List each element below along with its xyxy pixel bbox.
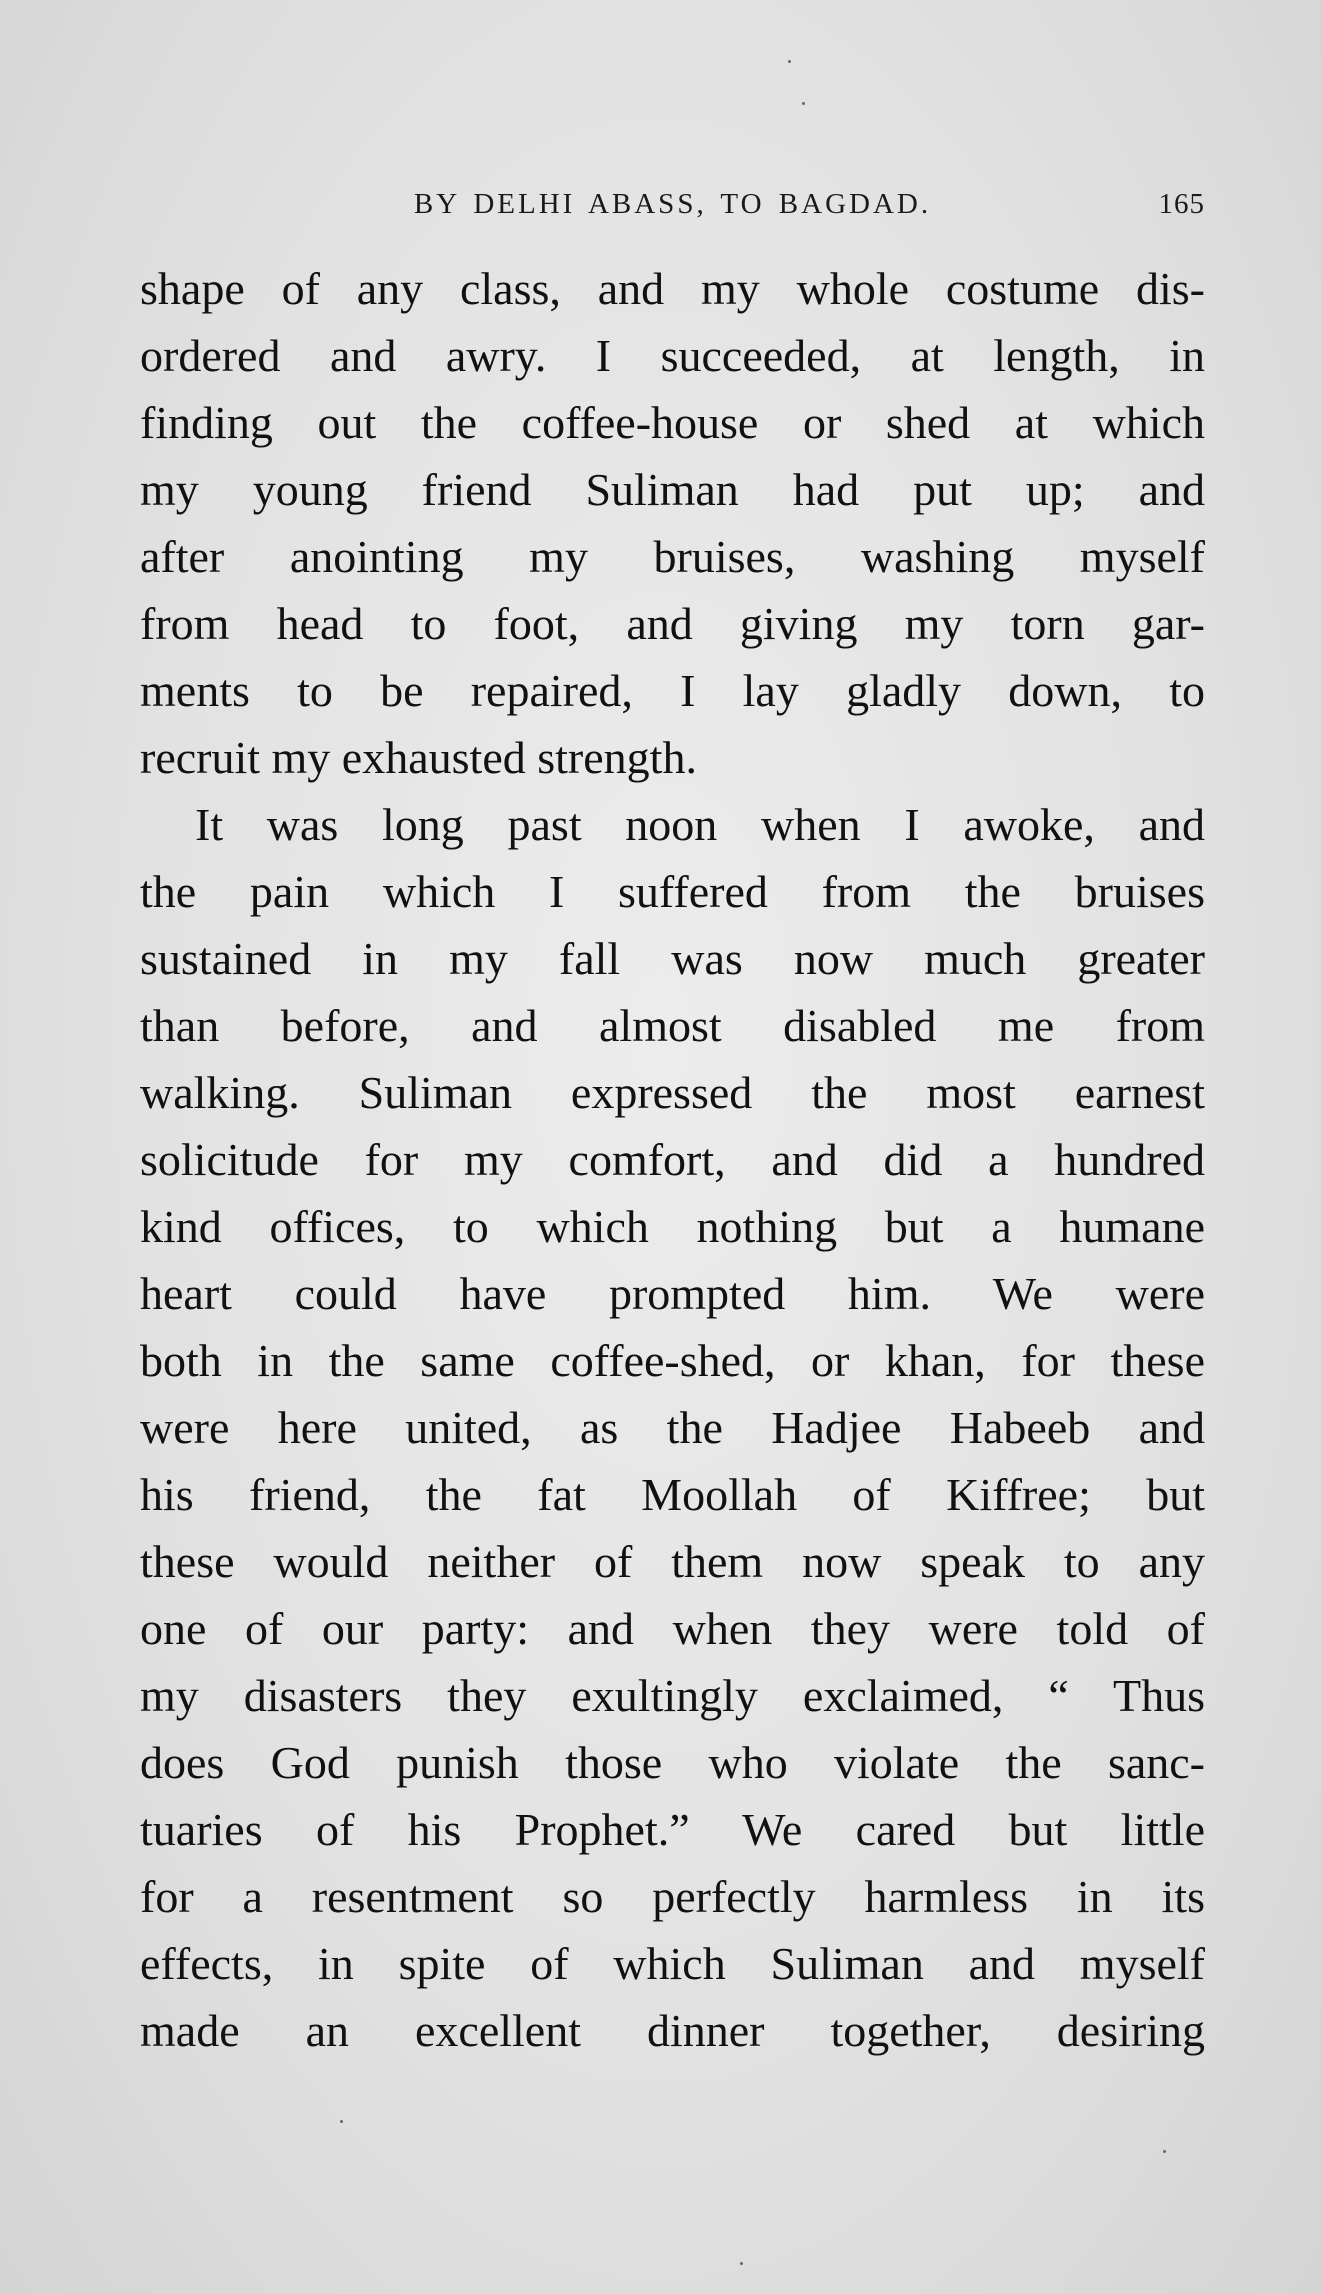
text-line: my young friend Suliman had put up; and bbox=[140, 464, 1205, 515]
text-line: one of our party: and when they were told of bbox=[140, 1603, 1205, 1654]
text-line: from head to foot, and giving my torn gar- bbox=[140, 598, 1205, 649]
text-line: the pain which I suffered from the bruises bbox=[140, 866, 1205, 917]
text-line: these would neither of them now speak to any bbox=[140, 1536, 1205, 1587]
print-speck bbox=[340, 2120, 343, 2123]
text-line: heart could have prompted him. We were bbox=[140, 1268, 1205, 1319]
text-line: finding out the coffee-house or shed at which bbox=[140, 397, 1205, 448]
text-line: for a resentment so perfectly harmless in its bbox=[140, 1871, 1205, 1922]
text-line: ments to be repaired, I lay gladly down, to bbox=[140, 665, 1205, 716]
text-line: shape of any class, and my whole costume dis- bbox=[140, 263, 1205, 314]
text-line: tuaries of his Prophet.” We cared but little bbox=[140, 1804, 1205, 1855]
body-text bbox=[140, 255, 1205, 2064]
print-speck bbox=[788, 60, 791, 63]
print-speck bbox=[740, 2262, 743, 2265]
text-line: It was long past noon when I awoke, and bbox=[195, 799, 1205, 850]
text-line: does God punish those who violate the sanc- bbox=[140, 1737, 1205, 1788]
text-line: recruit my exhausted strength. bbox=[140, 732, 697, 783]
text-line: my disasters they exultingly exclaimed, “ Thus bbox=[140, 1670, 1205, 1721]
print-speck bbox=[802, 102, 805, 105]
text-line: than before, and almost disabled me from bbox=[140, 1000, 1205, 1051]
text-line: his friend, the fat Moollah of Kiffree; but bbox=[140, 1469, 1205, 1520]
text-line: both in the same coffee-shed, or khan, for these bbox=[140, 1335, 1205, 1386]
text-line: ordered and awry. I succeeded, at length, in bbox=[140, 330, 1205, 381]
text-line: solicitude for my comfort, and did a hundred bbox=[140, 1134, 1205, 1185]
print-speck bbox=[1163, 2150, 1166, 2153]
text-line: sustained in my fall was now much greater bbox=[140, 933, 1205, 984]
text-line: after anointing my bruises, washing myself bbox=[140, 531, 1205, 582]
running-title: BY DELHI ABASS, TO BAGDAD. bbox=[413, 188, 932, 220]
page-number: 165 bbox=[1158, 188, 1205, 220]
running-head bbox=[140, 188, 1205, 238]
text-line: effects, in spite of which Suliman and myself bbox=[140, 1938, 1205, 1989]
text-line: were here united, as the Hadjee Habeeb and bbox=[140, 1402, 1205, 1453]
text-line: walking. Suliman expressed the most earnest bbox=[140, 1067, 1205, 1118]
text-line: made an excellent dinner together, desiring bbox=[140, 2005, 1205, 2056]
text-line: kind offices, to which nothing but a humane bbox=[140, 1201, 1205, 1252]
